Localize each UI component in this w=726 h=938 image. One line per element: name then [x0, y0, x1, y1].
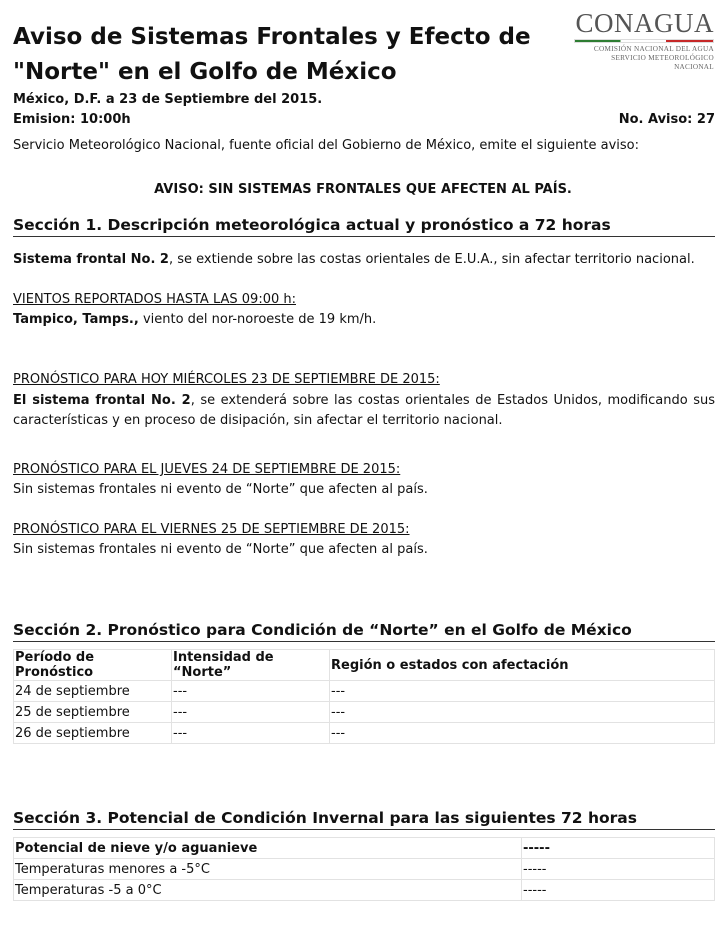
- forecast-today-paragraph: [13, 391, 715, 431]
- forecast-friday-text: Sin sistemas frontales ni evento de “Norte” que afecten al país.: [13, 542, 428, 557]
- forecast-today-label: El sistema frontal No. 2: [13, 393, 191, 408]
- forecast-today-heading: PRONÓSTICO PARA HOY MIÉRCOLES 23 DE SEPTIEMBRE DE 2015:: [13, 372, 440, 387]
- table-cell: Temperaturas menores a -5°C: [14, 859, 522, 880]
- table-cell: ---: [330, 702, 715, 723]
- table-header-row: [14, 650, 715, 681]
- column-header: Potencial de nieve y/o aguanieve: [14, 838, 522, 859]
- page-title: Aviso de Sistemas Frontales y Efecto de "Norte" en el Golfo de México: [13, 24, 531, 85]
- section2-title: Sección 2. Pronóstico para Condición de “Norte” en el Golfo de México: [13, 621, 715, 642]
- frontal-system-label: Sistema frontal No. 2: [13, 252, 169, 267]
- norte-forecast-table: [13, 649, 715, 744]
- conagua-logo: [574, 8, 714, 72]
- table-cell: ---: [330, 723, 715, 744]
- section1-title: Sección 1. Descripción meteorológica actual y pronóstico a 72 horas: [13, 216, 715, 237]
- logo-subtitle-1: COMISIÓN NACIONAL DEL AGUA: [593, 45, 714, 53]
- frontal-system-paragraph: [13, 251, 715, 269]
- section3-title: Sección 3. Potencial de Condición Invernal para las siguientes 72 horas: [13, 809, 715, 830]
- table-cell: ---: [330, 681, 715, 702]
- table-cell: ---: [172, 723, 330, 744]
- table-row: [14, 859, 715, 880]
- emission-time: Emision: 10:00h: [13, 112, 131, 127]
- logo-subtitle-2: SERVICIO METEOROLÓGICO NACIONAL: [611, 54, 714, 71]
- table-cell: ---: [172, 702, 330, 723]
- table-cell: 26 de septiembre: [14, 723, 172, 744]
- table-row: [14, 723, 715, 744]
- logo-divider: [574, 39, 714, 43]
- winds-paragraph: [13, 311, 376, 329]
- table-cell: -----: [522, 859, 715, 880]
- forecast-thursday-heading: PRONÓSTICO PARA EL JUEVES 24 DE SEPTIEMBRE DE 2015:: [13, 462, 401, 477]
- table-cell: Temperaturas -5 a 0°C: [14, 880, 522, 901]
- forecast-today-text: , se extenderá sobre las costas orientales de Estados Unidos, modificando sus características y en proceso de disipación, sin afectar el territorio nacional.: [13, 393, 715, 428]
- table-row: [14, 702, 715, 723]
- frontal-system-text: , se extiende sobre las costas orientales de E.U.A., sin afectar territorio nacional.: [168, 252, 695, 267]
- table-header-row: [14, 838, 715, 859]
- forecast-friday-heading: PRONÓSTICO PARA EL VIERNES 25 DE SEPTIEMBRE DE 2015:: [13, 522, 410, 537]
- winter-condition-table: [13, 837, 715, 901]
- table-cell: ---: [172, 681, 330, 702]
- alert-banner: AVISO: SIN SISTEMAS FRONTALES QUE AFECTEN AL PAÍS.: [154, 182, 572, 197]
- logo-wordmark: CONAGUA: [575, 8, 714, 38]
- table-cell: -----: [522, 880, 715, 901]
- table-cell: 24 de septiembre: [14, 681, 172, 702]
- intro-text: Servicio Meteorológico Nacional, fuente oficial del Gobierno de México, emite el siguiente aviso:: [13, 138, 639, 153]
- column-header: -----: [522, 838, 715, 859]
- winds-text: viento del nor-noroeste de 19 km/h.: [138, 312, 377, 327]
- issue-date: México, D.F. a 23 de Septiembre del 2015.: [13, 92, 323, 107]
- forecast-thursday-text: Sin sistemas frontales ni evento de “Norte” que afecten al país.: [13, 482, 428, 497]
- winds-heading: VIENTOS REPORTADOS HASTA LAS 09:00 h:: [13, 292, 296, 307]
- winds-place: Tampico, Tamps.,: [13, 312, 139, 327]
- notice-number: No. Aviso: 27: [618, 112, 715, 127]
- column-header: Período de Pronóstico: [14, 650, 172, 681]
- column-header: Intensidad de “Norte”: [172, 650, 330, 681]
- table-row: [14, 880, 715, 901]
- column-header: Región o estados con afectación: [330, 650, 715, 681]
- table-row: [14, 681, 715, 702]
- table-cell: 25 de septiembre: [14, 702, 172, 723]
